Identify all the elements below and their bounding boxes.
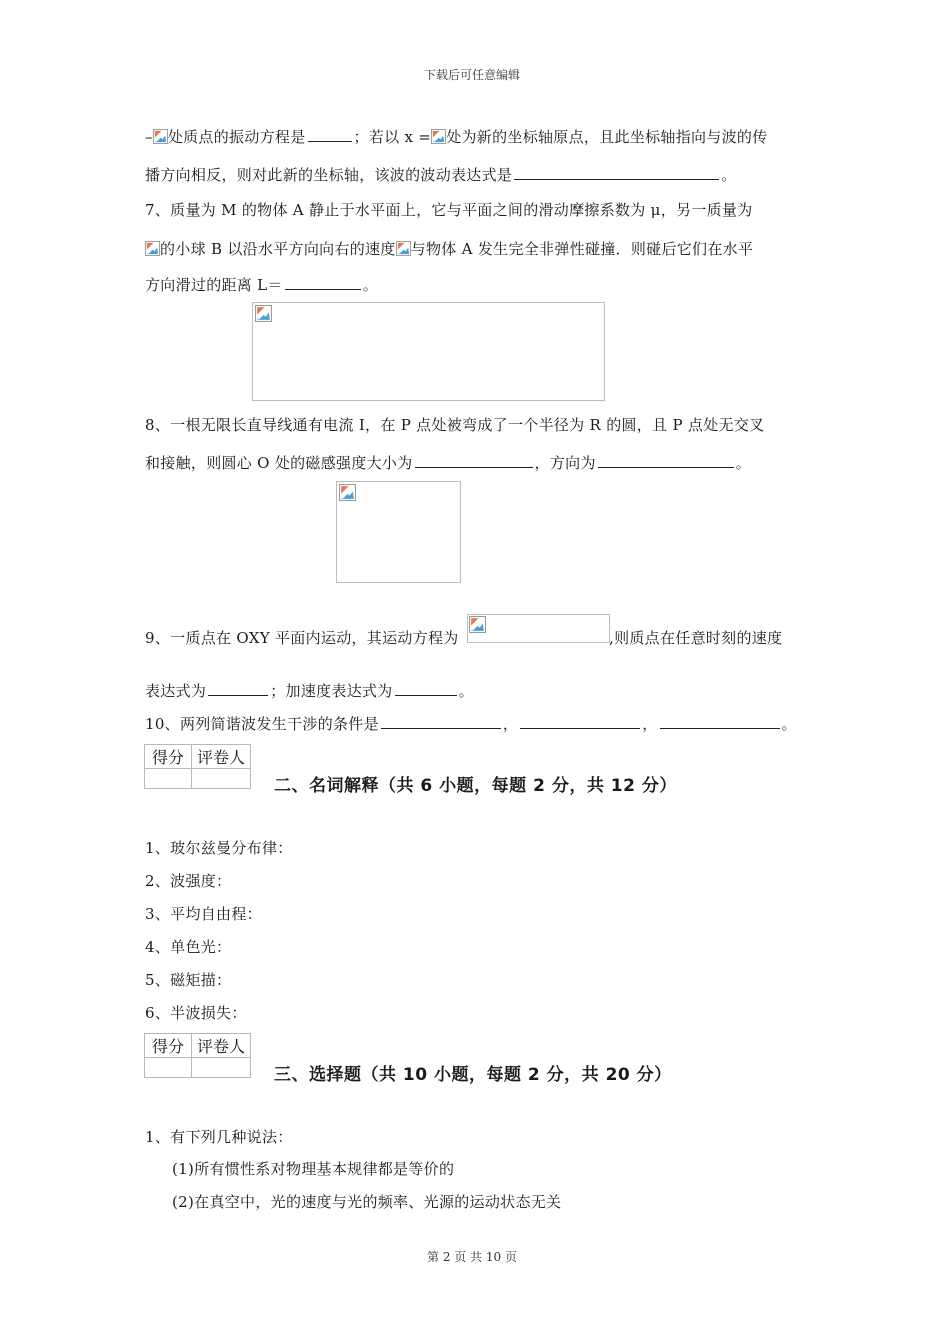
- list-item: 3、平均自由程：: [145, 905, 262, 923]
- broken-image-icon: [339, 484, 356, 501]
- q7-line3: 方向滑过的距离 L＝ 。: [145, 276, 379, 294]
- broken-image-icon: [153, 129, 168, 144]
- broken-image-icon: [255, 305, 272, 322]
- question-1: 1、有下列几种说法：: [145, 1128, 293, 1146]
- score-cell[interactable]: [145, 1058, 192, 1078]
- formula-dash: –: [145, 128, 153, 146]
- broken-image-icon: [145, 241, 160, 256]
- answer-blank[interactable]: [520, 714, 640, 729]
- broken-image-icon: [431, 129, 446, 144]
- answer-blank[interactable]: [598, 453, 734, 468]
- list-item: 1、玻尔兹曼分布律：: [145, 839, 293, 857]
- score-label: 得分: [145, 1034, 192, 1058]
- q8-line2: 和接触，则圆心 O 处的磁感强度大小为 ，方向为 。: [145, 454, 752, 472]
- answer-blank[interactable]: [395, 681, 457, 696]
- q10-line: 10、两列简谐波发生干涉的条件是 ， ， 。: [145, 715, 797, 733]
- grader-cell[interactable]: [192, 769, 251, 789]
- q8-line1: 8、一根无限长直导线通有电流 I，在 P 点处被弯成了一个半径为 R 的圆，且 P 点处无交叉: [145, 416, 765, 434]
- equation-placeholder: [467, 614, 610, 643]
- q7-line1: 7、质量为 M 的物体 A 静止于水平面上，它与平面之间的滑动摩擦系数为 μ，另一质量为: [145, 201, 753, 219]
- q9-line2: 表达式为 ；加速度表达式为 。: [145, 682, 474, 700]
- figure-placeholder: [252, 302, 605, 401]
- grader-cell[interactable]: [192, 1058, 251, 1078]
- list-item: 6、半波损失：: [145, 1004, 247, 1022]
- score-box: [144, 744, 251, 789]
- option-1: (1)所有惯性系对物理基本规律都是等价的: [172, 1160, 455, 1178]
- q7-line2: 的小球 B 以沿水平方向向右的速度 与物体 A 发生完全非弹性碰撞．则碰后它们在水平: [145, 238, 753, 259]
- grader-label: 评卷人: [192, 1034, 251, 1058]
- answer-blank[interactable]: [514, 165, 719, 180]
- q6-line2: 播方向相反，则对此新的坐标轴，该波的波动表达式是 。: [145, 166, 737, 184]
- score-label: 得分: [145, 745, 192, 769]
- answer-blank[interactable]: [308, 127, 352, 142]
- option-2: (2)在真空中，光的速度与光的频率、光源的运动状态无关: [172, 1193, 562, 1211]
- answer-blank[interactable]: [381, 714, 501, 729]
- figure-placeholder: [336, 481, 461, 583]
- section2-title: 二、名词解释（共 6 小题，每题 2 分，共 12 分）: [274, 776, 677, 796]
- page-footer: 第 2 页 共 10 页: [427, 1250, 517, 1264]
- list-item: 2、波强度：: [145, 872, 232, 890]
- q9-line1-tail: ,则质点在任意时刻的速度: [609, 629, 783, 647]
- list-item: 5、磁矩描：: [145, 971, 232, 989]
- q9-line1: 9、一质点在 OXY 平面内运动，其运动方程为: [145, 629, 459, 647]
- q6-line1: – 处质点的振动方程是 ；若以 x = 处为新的坐标轴原点，且此坐标轴指向与波的传: [145, 128, 768, 146]
- score-box: [144, 1033, 251, 1078]
- broken-image-icon: [469, 616, 486, 633]
- list-item: 4、单色光：: [145, 938, 232, 956]
- answer-blank[interactable]: [285, 275, 361, 290]
- header-note: 下载后可任意编辑: [424, 68, 521, 82]
- section3-title: 三、选择题（共 10 小题，每题 2 分，共 20 分）: [274, 1065, 672, 1085]
- answer-blank[interactable]: [208, 681, 268, 696]
- broken-image-icon: [396, 241, 411, 256]
- score-cell[interactable]: [145, 769, 192, 789]
- answer-blank[interactable]: [415, 453, 533, 468]
- answer-blank[interactable]: [660, 714, 780, 729]
- grader-label: 评卷人: [192, 745, 251, 769]
